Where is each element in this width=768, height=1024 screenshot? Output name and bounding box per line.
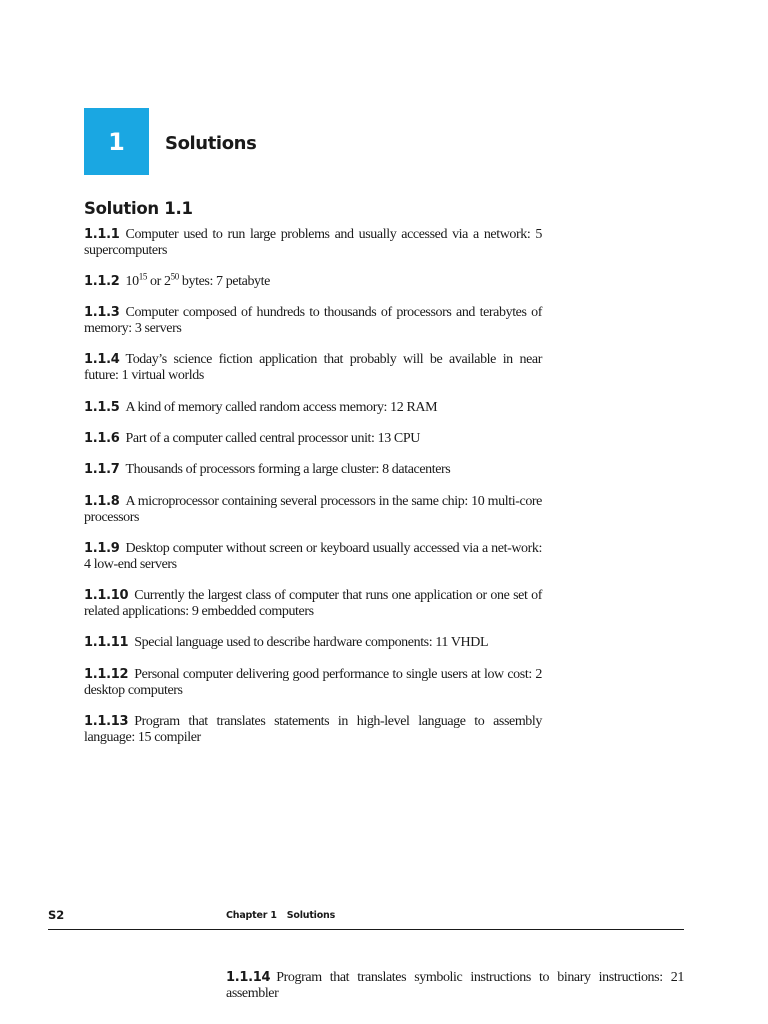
entry-text: Computer composed of hundreds to thousands of processors and terabytes of memory: 3 servers — [84, 305, 542, 336]
entry-text: Special language used to describe hardware components: 11 VHDL — [134, 635, 489, 650]
entry-text: Today’s science fiction application that probably will be available in near future: 1 virtual worlds — [84, 352, 542, 383]
entry-number: 1.1.12 — [84, 667, 129, 682]
section-heading: Solution 1.1 — [84, 199, 193, 218]
solution-entry — [84, 635, 542, 651]
entry-number: 1.1.3 — [84, 305, 120, 320]
solution-entry — [84, 541, 542, 573]
entry-text-middle: or 2 — [146, 274, 171, 289]
entry-exponent: 15 — [138, 271, 147, 282]
solution-entry — [226, 970, 684, 1002]
entry-text: Currently the largest class of computer that runs one application or one set of related applications: 9 embedded computers — [84, 588, 542, 619]
entry-number: 1.1.10 — [84, 588, 129, 603]
chapter-number: 1 — [108, 127, 125, 156]
entry-number: 1.1.11 — [84, 635, 129, 650]
entry-text: A kind of memory called random access memory: 12 RAM — [125, 400, 438, 415]
solution-entry — [84, 494, 542, 526]
entry-text: A microprocessor containing several processors in the same chip: 10 multi-core processors — [84, 494, 542, 525]
entry-number: 1.1.8 — [84, 494, 120, 509]
solution-entry — [84, 714, 542, 746]
running-header-title: Solutions — [286, 910, 336, 921]
page-divider — [48, 929, 684, 930]
entry-text: Thousands of processors forming a large cluster: 8 datacenters — [125, 462, 451, 477]
entry-number: 1.1.5 — [84, 400, 120, 415]
entry-text: Part of a computer called central processor unit: 13 CPU — [125, 431, 420, 446]
entry-text-tail: bytes: 7 petabyte — [178, 274, 270, 289]
solution-entry — [84, 431, 542, 447]
entry-text: Computer used to run large problems and usually accessed via a network: 5 supercomputers — [84, 227, 542, 258]
entry-number: 1.1.14 — [226, 970, 271, 985]
entry-number: 1.1.13 — [84, 714, 129, 729]
entry-number: 1.1.6 — [84, 431, 120, 446]
entry-number: 1.1.9 — [84, 541, 120, 556]
solution-entry — [84, 400, 542, 416]
solution-entry — [84, 352, 542, 384]
entry-exponent: 50 — [170, 271, 179, 282]
solution-entry — [84, 271, 542, 290]
solution-entry — [84, 227, 542, 259]
page-number: S2 — [48, 908, 65, 922]
entry-text: Program that translates symbolic instructions to binary instructions: 21 assembler — [226, 970, 684, 1001]
entry-text: Desktop computer without screen or keyboard usually accessed via a net-work: 4 low-end servers — [84, 541, 542, 572]
entry-number: 1.1.7 — [84, 462, 120, 477]
chapter-number-box — [84, 108, 149, 175]
entry-text: Personal computer delivering good performance to single users at low cost: 2 desktop computers — [84, 667, 542, 698]
entry-base: 10 — [125, 274, 139, 289]
running-header — [226, 910, 335, 921]
solution-entry — [84, 305, 542, 337]
entry-number: 1.1.2 — [84, 274, 120, 289]
running-header-chapter: Chapter 1 — [226, 910, 277, 921]
entry-text: Program that translates statements in high-level language to assembly language: 15 compiler — [84, 714, 542, 745]
solution-entry — [84, 667, 542, 699]
solution-entry — [84, 462, 542, 478]
entry-number: 1.1.1 — [84, 227, 120, 242]
entry-number: 1.1.4 — [84, 352, 120, 367]
solution-entry — [84, 588, 542, 620]
chapter-title: Solutions — [165, 133, 257, 154]
